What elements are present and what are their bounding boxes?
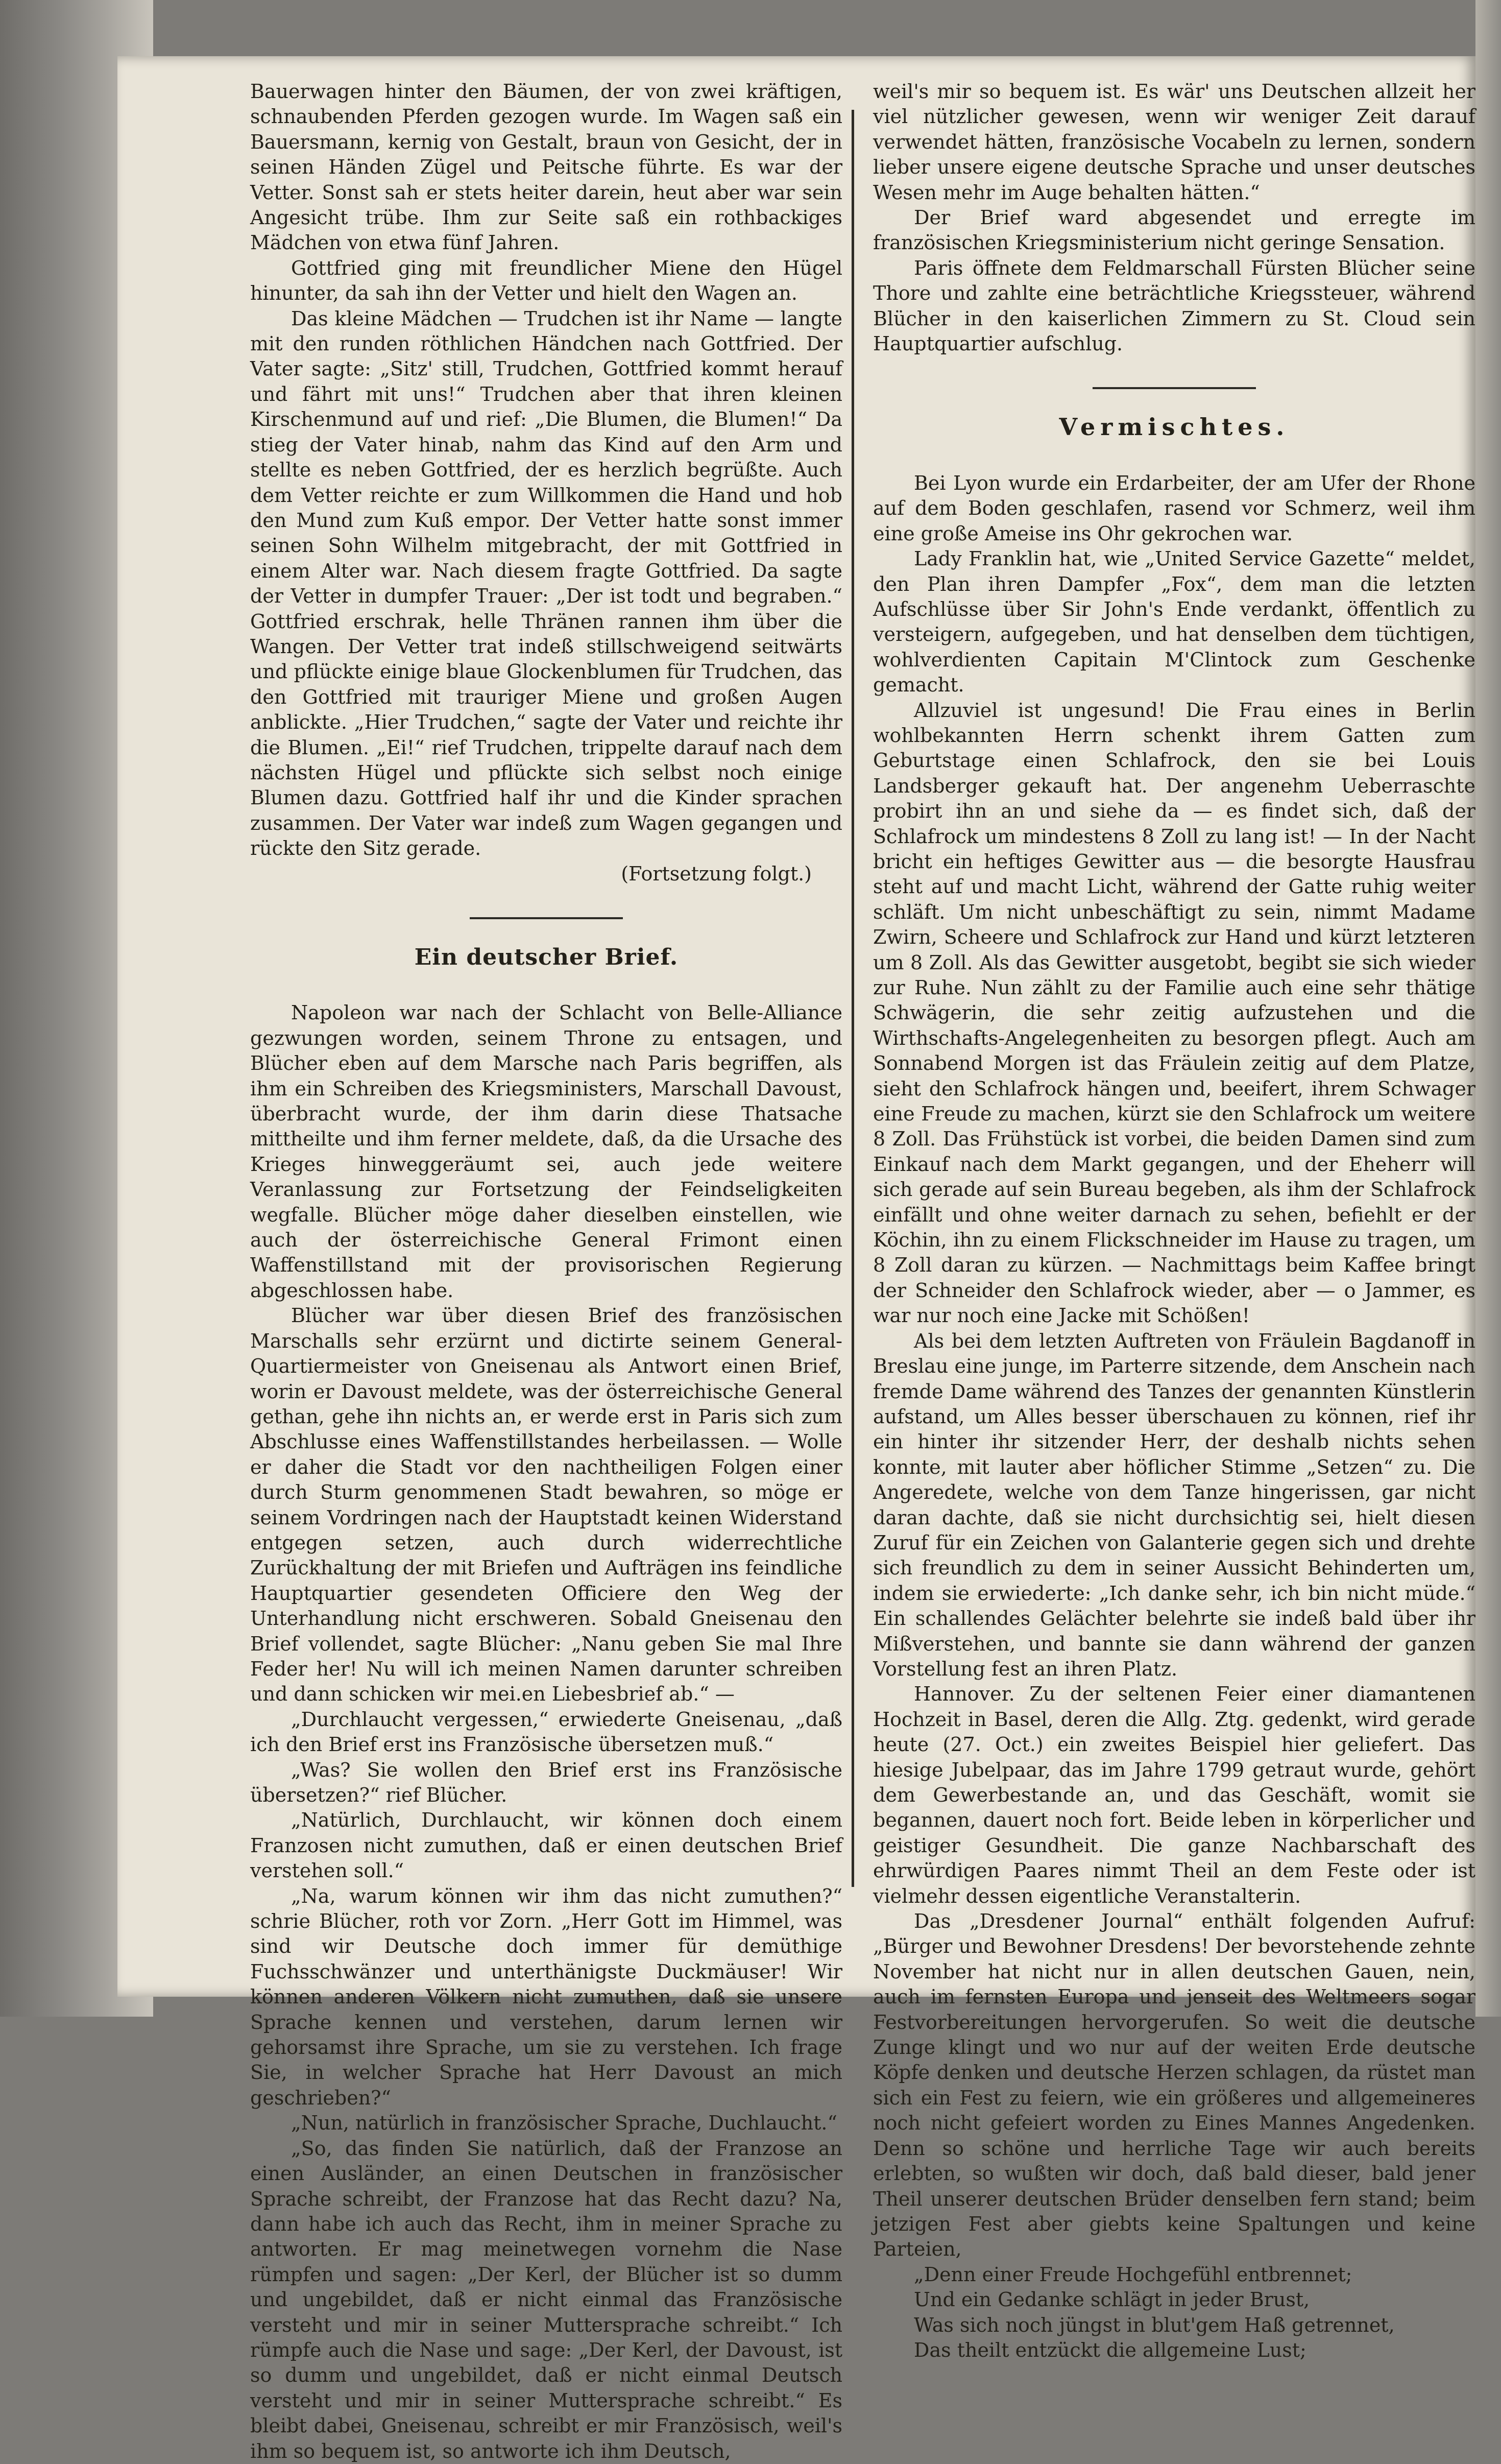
article-paragraph: „Na, warum können wir ihm das nicht zumuthen?“ schrie Blücher, roth vor Zorn. „Herr Gott im Himmel, was sind wir Deutsche doch immer für demüthige Fuchsschwänzer und unterthänigste Duckmäuser! Wir können anderen Völkern nicht zumuthen, daß sie unsere Sprache kennen und verstehen, darum lernen wir gehorsamst ihre Sprache, um sie zu verstehen. Ich frage Sie, in welcher Sprache hat Herr Davoust an mich geschrieben?“ [250, 1884, 842, 2109]
misc-paragraph: Hannover. Zu der seltenen Feier einer diamantenen Hochzeit in Basel, deren die Allg. Ztg. gedenkt, wird gerade heute (27. Oct.) ein zweites Beispiel hier geliefert. Das hiesige Jubelpaar, das im Jahre 1799 getraut wurde, gehört dem Gewerbestande an, und das Geschäft, womit sie begannen, dauert noch fort. Beide leben in körperlicher und geistiger Gesundheit. Die ganze Nachbarschaft des ehrwürdigen Paares nimmt Theil an dem Feste oder ist vielmehr dessen eigentliche Veranstalterin. [873, 1683, 1475, 1907]
article-paragraph: „Natürlich, Durchlaucht, wir können doch einem Franzosen nicht zumuthen, daß er einen deutschen Brief verstehen soll.“ [250, 1809, 842, 1882]
article-paragraph: Der Brief ward abgesendet und erregte im französischen Kriegsministerium nicht geringe Sensation. [873, 206, 1475, 254]
misc-paragraph: Bei Lyon wurde ein Erdarbeiter, der am Ufer der Rhone auf dem Boden geschlafen, rasend vor Schmerz, weil ihm eine große Ameise ins Ohr gekrochen war. [873, 471, 1475, 545]
article-paragraph: Blücher war über diesen Brief des französischen Marschalls sehr erzürnt und dictirte seinem General-Quartiermeister von Gneisenau als Antwort einen Brief, worin er Davoust meldete, was der österreichische General gethan, gehe ihn nichts an, er werde erst in Paris sich zum Abschlusse eines Waffenstillstandes herbeilassen. — Wolle er daher die Stadt vor den nachtheiligen Folgen einer durch Sturm genommenen Stadt bewahren, so möge er seinem Vordringen nach der Hauptstadt keinen Widerstand entgegen setzen, auch durch widerrechtliche Zurückhaltung der mit Briefen und Aufträgen ins feindliche Hauptquartier gesendeten Officiere den Weg der Unterhandlung nicht erschweren. Sobald Gneisenau den Brief vollendet, sagte Blücher: „Nanu geben Sie mal Ihre Feder her! Nu will ich meinen Namen darunter schreiben und dann schicken wir mei.en Liebesbrief ab.“ — [250, 1304, 842, 1706]
article-paragraph: „Nun, natürlich in französischer Sprache, Duchlaucht.“ [291, 2112, 837, 2135]
section-title: Vermischtes. [1059, 413, 1290, 441]
verse-line: Was sich noch jüngst in blut'gem Haß getrennet, [914, 2313, 1395, 2336]
continuation-note: (Fortsetzung folgt.) [621, 862, 812, 885]
article-paragraph: „Durchlaucht vergessen,“ erwiederte Gneisenau, „daß ich den Brief erst ins Französische übersetzen muß.“ [250, 1708, 842, 1756]
story-paragraph: Bauerwagen hinter den Bäumen, der von zwei kräftigen, schnaubenden Pferden gezogen wurde. Im Wagen saß ein Bauersmann, kernig von Gestalt, braun von Gesicht, der in seinen Händen Zügel und Peitsche führte. Es war der Vetter. Sonst sah er stets heiter darein, heut aber war sein Angesicht trübe. Ihm zur Seite saß ein rothbackiges Mädchen von etwa fünf Jahren. [250, 80, 842, 254]
article-paragraph: weil's mir so bequem ist. Es wär' uns Deutschen allzeit her viel nützlicher gewesen, wenn wir weniger Zeit darauf verwendet hätten, französische Vocabeln zu lernen, sondern lieber unsere eigene deutsche Sprache und unser deutsches Wesen mehr im Auge behalten hätten.“ [873, 80, 1475, 204]
article-paragraph: Paris öffnete dem Feldmarschall Fürsten Blücher seine Thore und zahlte eine beträchtliche Kriegssteuer, während Blücher in den kaiserlichen Zimmern zu St. Cloud sein Hauptquartier aufschlug. [873, 256, 1475, 355]
misc-paragraph: Als bei dem letzten Auftreten von Fräulein Bagdanoff in Breslau eine junge, im Parterre sitzende, dem Anschein nach fremde Dame während des Tanzes der genannten Künstlerin aufstand, um Alles besser überschauen zu können, rief ihr ein hinter ihr sitzender Herr, der deshalb nichts sehen konnte, mit lauter aber höflicher Stimme „Setzen“ zu. Die Angeredete, welche von dem Tanze hingerissen, gar nicht daran dachte, daß sie nicht durchsichtig sei, hielt diesen Zuruf für ein Zeichen von Galanterie gegen sich und drehte sich freundlich zu dem in seiner Aussicht Behinderten um, indem sie erwiederte: „Ich danke sehr, ich bin nicht müde.“ Ein schallendes Gelächter belehrte sie indeß bald über ihr Mißverstehen, und bannte sie dann während der ganzen Vorstellung fest an ihren Platz. [873, 1329, 1475, 1680]
separator-rule [1093, 387, 1256, 389]
misc-paragraph: Allzuviel ist ungesund! Die Frau eines in Berlin wohlbekannten Herrn schenkt ihrem Gatten zum Geburtstage einen Schlafrock, den sie bei Louis Landsberger gekauft hat. Der angenehm Ueberraschte probirt ihn an und siehe da — es findet sich, daß der Schlafrock um mindestens 8 Zoll zu lang ist! — In der Nacht bricht ein heftiges Gewitter aus — die besorgte Hausfrau steht auf und macht Licht, während der Gatte ruhig weiter schläft. Um nicht unbeschäftigt zu sein, nimmt Madame Zwirn, Scheere und Schlafrock zur Hand und kürzt letzteren um 8 Zoll. Als das Gewitter ausgetobt, begibt sie sich wieder zur Ruhe. Nun zählt zu der Familie auch eine sehr thätige Schwägerin, die sehr zeitig aufzustehen und die Wirthschafts-Angelegenheiten zu besorgen pflegt. Auch am Sonnabend Morgen ist das Fräulein zeitig auf dem Platze, sieht den Schlafrock hängen und, beeifert, ihrem Schwager eine Freude zu machen, kürzt sie den Schlafrock um weitere 8 Zoll. Das Frühstück ist vorbei, die beiden Damen sind zum Einkauf nach dem Markt gegangen, und der Eheherr will sich gerade auf sein Bureau begeben, als ihm der Schlafrock einfällt und ohne weiter darnach zu sehen, befiehlt er der Köchin, ihn zu einem Flickschneider im Hause zu tragen, um 8 Zoll daran zu kürzen. — Nachmittags beim Kaffee bringt der Schneider den Schlafrock wieder, aber — o Jammer, es war nur noch eine Jacke mit Schößen! [873, 699, 1475, 1327]
story-paragraph: Das kleine Mädchen — Trudchen ist ihr Name — langte mit den runden röthlichen Händchen nach Gottfried. Der Vater sagte: „Sitz' still, Trudchen, Gottfried kommt herauf und fährt mit uns!“ Trudchen aber that ihren kleinen Kirschenmund auf und rief: „Die Blumen, die Blumen!“ Da stieg der Vater hinab, nahm das Kind auf den Arm und stellte es neben Gottfried, der es herzlich begrüßte. Auch dem Vetter reichte er zum Willkommen die Hand und hob den Mund zum Kuß empor. Der Vetter hatte sonst immer seinen Sohn Wilhelm mitgebracht, der mit Gottfried in einem Alter war. Nach diesem fragte Gottfried. Da sagte der Vetter in dumpfer Trauer: „Der ist todt und begraben.“ Gottfried erschrak, helle Thränen rannen ihm über die Wangen. Der Vetter trat indeß stillschweigend seitwärts und pflückte einige blaue Glockenblumen für Trudchen, das den Gottfried mit trauriger Miene und großen Augen anblickte. „Hier Trudchen,“ sagte der Vater und reichte ihr die Blumen. „Ei!“ rief Trudchen, trippelte darauf nach dem nächsten Hügel und pflückte sich selbst noch einige Blumen dazu. Gottfried half ihr und die Kinder sprachen zusammen. Der Vater war indeß zum Wagen gegangen und rückte den Sitz gerade. [250, 307, 842, 860]
verse-line: „Denn einer Freude Hochgefühl entbrennet; [914, 2263, 1352, 2286]
article-paragraph: „So, das finden Sie natürlich, daß der Franzose an einen Ausländer, an einen Deutschen in französischer Sprache schreibt, der Franzose hat das Recht dazu? Na, dann habe ich auch das Recht, ihm in meiner Sprache zu antworten. Er mag meinetwegen vornehm die Nase rümpfen und sagen: „Der Kerl, der Blücher ist so dumm und ungebildet, daß er nicht einmal das Französische versteht und mir in seiner Muttersprache schreibt.“ Ich rümpfe auch die Nase und sage: „Der Kerl, der Davoust, ist so dumm und ungebildet, daß er nicht einmal Deutsch versteht und mir in seiner Muttersprache schreibt.“ Es bleibt dabei, Gneisenau, schreibt er mir Französisch, weil's ihm so bequem ist, so antworte ich ihm Deutsch, [250, 2137, 842, 2462]
article-title: Ein deutscher Brief. [414, 944, 679, 970]
verse-line: Und ein Gedanke schlägt in jeder Brust, [914, 2288, 1310, 2311]
column-divider [852, 110, 854, 1887]
misc-paragraph: Das „Dresdener Journal“ enthält folgenden Aufruf: „Bürger und Bewohner Dresdens! Der bevorstehende zehnte November hat nicht nur in allen deutschen Gauen, nein, auch im fernsten Europa und jenseit des Weltmeers sogar Festvorbereitungen hervorgerufen. So weit die deutsche Zunge klingt und wo nur auf der weiten Erde deutsche Köpfe denken und deutsche Herzen schlagen, da rüstet man sich ein Fest zu feiern, wie ein größeres und allgemeineres noch nicht gefeiert worden zu Eines Mannes Angedenken. Denn so schöne und herrliche Tage wir auch bereits erlebten, so wußten wir doch, daß bald dieser, bald jener Theil unserer deutschen Brüder denselben fern stand; beim jetzigen Fest aber giebts keine Spaltungen und keine Parteien, [873, 1910, 1475, 2261]
left-column [250, 79, 842, 2462]
article-paragraph: Napoleon war nach der Schlacht von Belle-Alliance gezwungen worden, seinem Throne zu entsagen, und Blücher eben auf dem Marsche nach Paris begriffen, als ihm ein Schreiben des Kriegsministers, Marschall Davoust, überbracht wurde, der ihm darin diese Thatsache mittheilte und ihm ferner meldete, daß, da die Ursache des Krieges hinweggeräumt sei, auch jede weitere Veranlassung zur Fortsetzung der Feindseligkeiten wegfalle. Blücher möge daher dieselben einstellen, wie auch der österreichische General Frimont einen Waffenstillstand mit der provisorischen Regierung abgeschlossen habe. [250, 1001, 842, 1302]
article-paragraph: „Was? Sie wollen den Brief erst ins Französische übersetzen?“ rief Blücher. [250, 1758, 842, 1806]
right-column [873, 79, 1475, 2361]
verse-line: Das theilt entzückt die allgemeine Lust; [914, 2338, 1306, 2361]
misc-paragraph: Lady Franklin hat, wie „United Service Gazette“ meldet, den Plan ihren Dampfer „Fox“, dem man die letzten Aufschlüsse über Sir John's Ende verdankt, öffentlich zu versteigern, aufgegeben, und hat denselben dem tüchtigen, wohlverdienten Capitain M'Clintock zum Geschenke gemacht. [873, 547, 1475, 697]
page-right-edge [1475, 0, 1501, 2017]
story-paragraph: Gottfried ging mit freundlicher Miene den Hügel hinunter, da sah ihn der Vetter und hielt den Wagen an. [250, 256, 842, 305]
separator-rule [470, 917, 623, 919]
